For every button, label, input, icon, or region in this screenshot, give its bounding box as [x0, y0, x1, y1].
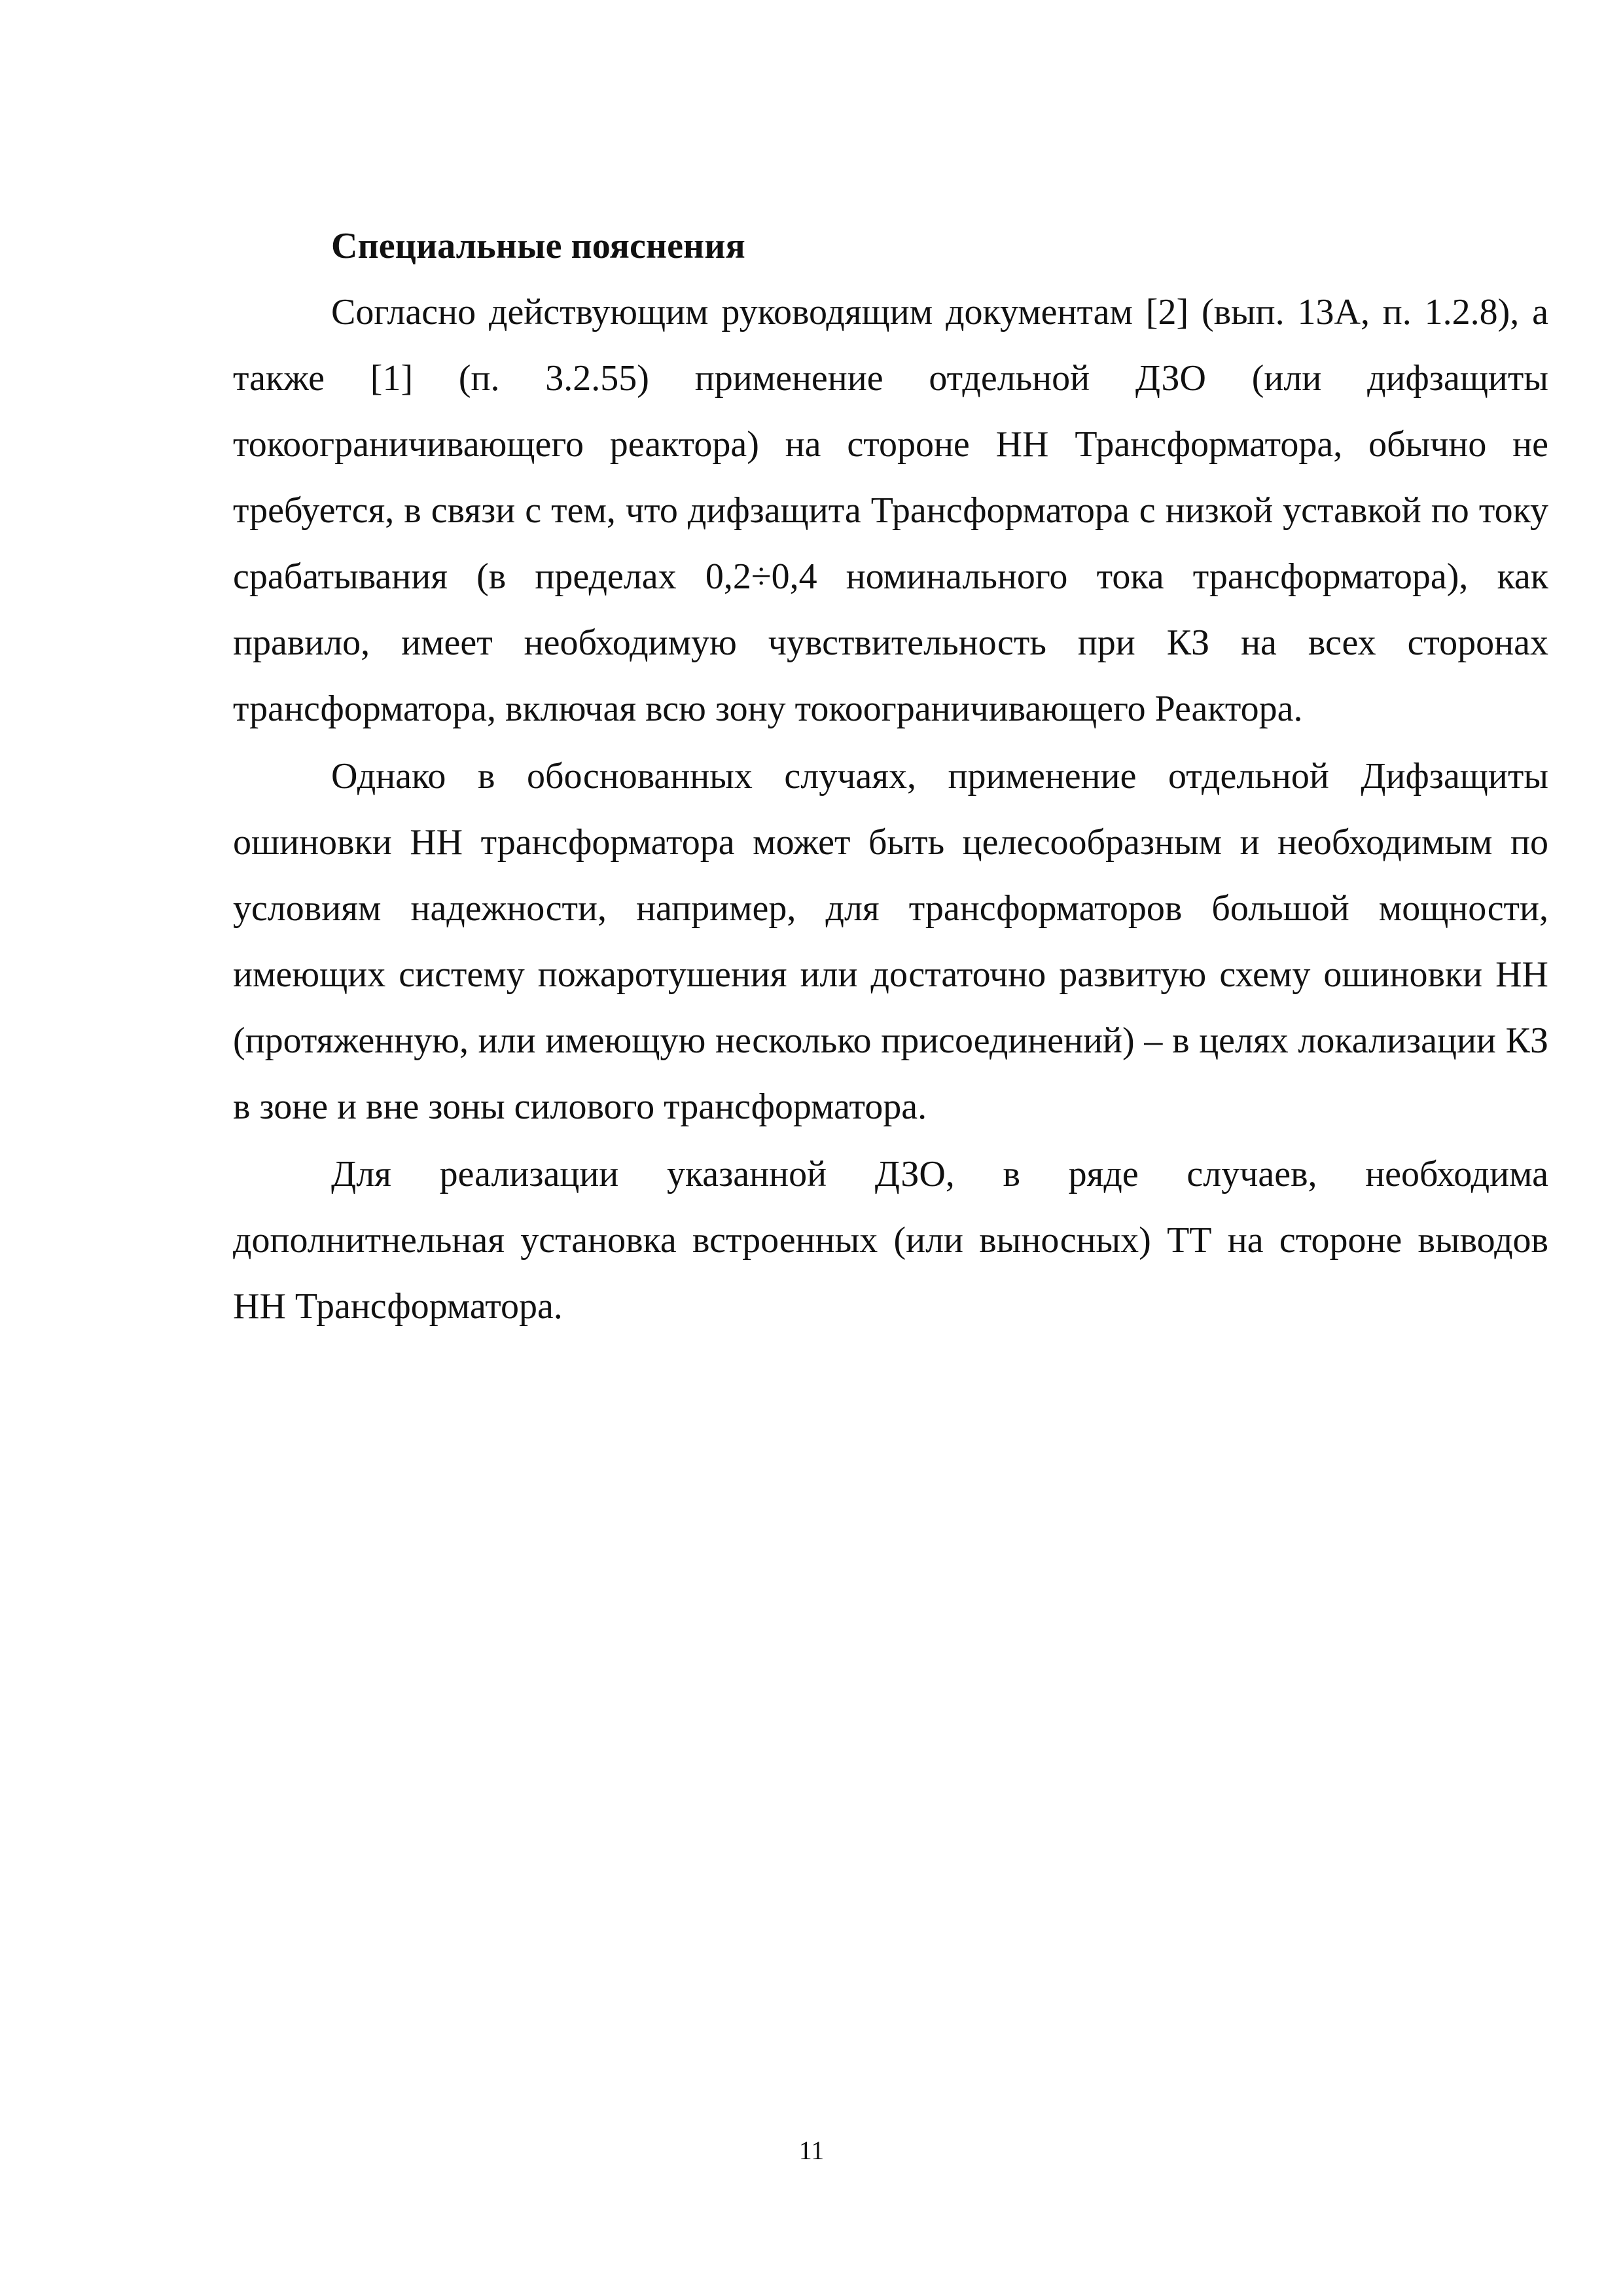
- paragraph-1: Согласно действующим руководящим документам [2] (вып. 13А, п. 1.2.8), а также [1] (п. 3.2.55) применение отдельной ДЗО (или дифзащиты токоограничивающего реактора) на стороне НН Трансформатора, обычно не требуется, в связи с тем, что дифзащита Трансформатора с низкой уставкой по току срабатывания (в пределах 0,2÷0,4 номинального тока трансформатора), как правило, имеет необходимую чувствительность при КЗ на всех сторонах трансформатора, включая всю зону токоограничивающего Реактора.: [233, 292, 1548, 729]
- paragraph-3: Для реализации указанной ДЗО, в ряде случаев, необходима дополнитнельная установка встроенных (или выносных) ТТ на стороне выводов НН Трансформатора.: [233, 1154, 1548, 1327]
- section-heading: Специальные пояснения: [331, 226, 745, 266]
- page-number: 11: [798, 2136, 825, 2165]
- paragraph-2: Однако в обоснованных случаях, применение отдельной Дифзащиты ошиновки НН трансформатора может быть целесообразным и необходимым по условиям надежности, например, для трансформаторов большой мощности, имеющих систему пожаротушения или достаточно развитую схему ошиновки НН (протяженную, или имеющую несколько присоединений) – в целях локализации КЗ в зоне и вне зоны силового трансформатора.: [233, 756, 1548, 1127]
- document-body: [233, 213, 1548, 1341]
